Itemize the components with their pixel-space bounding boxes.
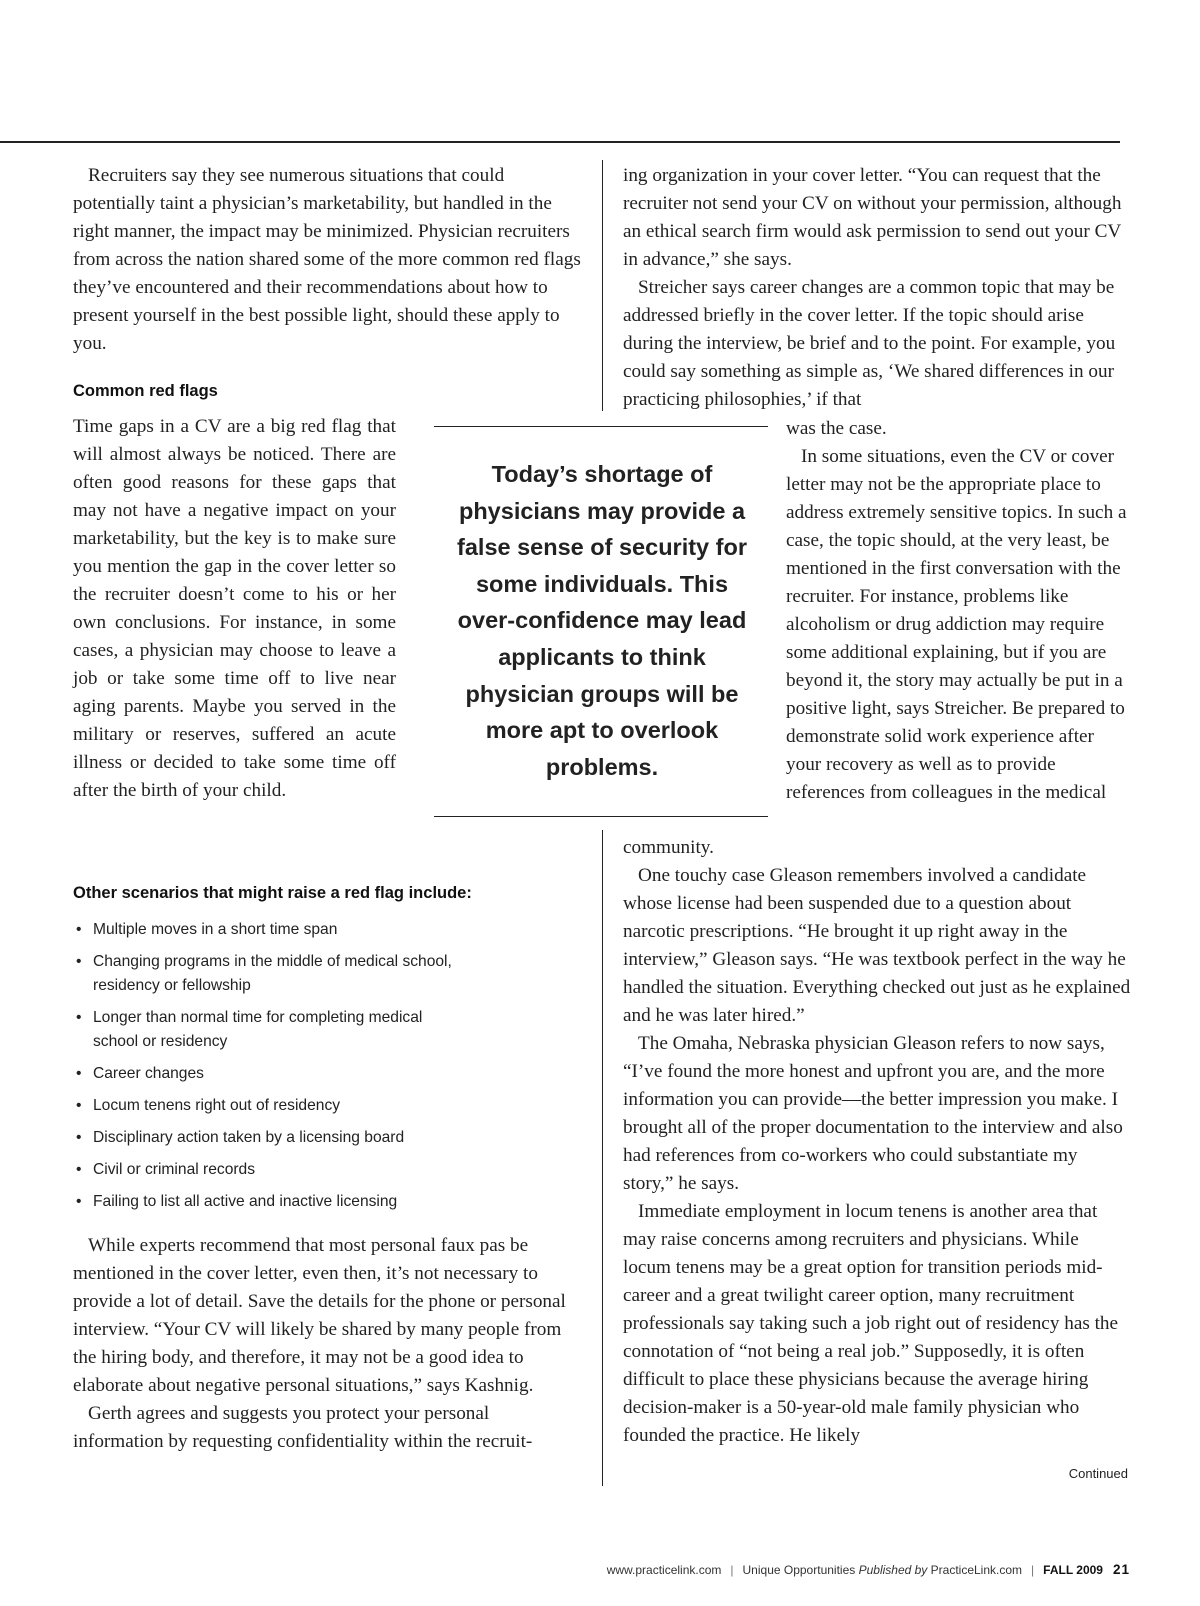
- community-line: community.: [623, 837, 714, 858]
- career-changes-text: [623, 162, 1131, 414]
- time-gaps-paragraph: Time gaps in a CV are a big red flag that will almost always be noticed. There are often good reasons for these gaps that may not have a negative impact on your marketability, but the key is to make sure you mention the gap in the cover letter so the recruiter doesn’t come to his or her own conclusions. For instance, in some cases, a physician may choose to leave a job or take some time off to live near aging parents. Maybe you served in the military or reserves, suffered an acute illness or decided to take some time off after the birth of your child.: [73, 416, 396, 801]
- streicher-paragraph: Streicher says career changes are a common topic that may be addressed briefly in the cover letter. If the topic should arise during the interview, be brief and to the point. For example, you could say something as simple as, ‘We shared differences in our practicing philosophies,’ if that: [623, 277, 1116, 410]
- pullquote-rule-top: [434, 426, 768, 427]
- list-item: • Longer than normal time for completing medical school or residency: [76, 1006, 591, 1054]
- bullet-icon: •: [76, 1129, 82, 1146]
- footer-publisher: PracticeLink.com: [930, 1563, 1023, 1577]
- header-rule: [0, 141, 1120, 143]
- gerth-paragraph: Gerth agrees and suggests you protect your personal information by requesting confidentiality within the recruit-: [73, 1403, 533, 1452]
- bullet-icon: •: [76, 921, 82, 938]
- pullquote: Today’s shortage of physicians may provide a false sense of security for some individuals. This over-confidence may lead applicants to think physician groups will be more apt to overlook problems.: [457, 461, 747, 780]
- list-item: • Disciplinary action taken by a licensing board: [76, 1126, 591, 1150]
- intro-text: [73, 162, 583, 358]
- footer-publication: Unique Opportunities: [742, 1563, 856, 1577]
- list-item: • Failing to list all active and inactive licensing: [76, 1190, 591, 1214]
- list-item: • Changing programs in the middle of medical school, residency or fellowship: [76, 950, 591, 998]
- common-red-flags-heading: Common red flags: [73, 382, 218, 400]
- bullet-icon: •: [76, 953, 82, 970]
- footer-url: www.practicelink.com: [606, 1563, 722, 1577]
- bullet-icon: •: [76, 1161, 82, 1178]
- recruiting-organization-paragraph: ing organization in your cover letter. “You can request that the recruiter not send your CV on without your permission, although an ethical search firm would ask permission to send out your CV in advance,” she says.: [623, 165, 1122, 270]
- bullet-icon: •: [76, 1097, 82, 1114]
- footer-published-by: Published by: [858, 1563, 928, 1577]
- list-item: • Civil or criminal records: [76, 1158, 591, 1182]
- confidentiality-text: [73, 1232, 583, 1456]
- omaha-paragraph: The Omaha, Nebraska physician Gleason refers to now says, “I’ve found the more honest and upfront you are, and the more information you can provide—the better impression you make. I brought all of the proper documentation to the interview and also had references from co-workers who could substantiate my story,” he says.: [623, 1033, 1123, 1194]
- column-divider: [602, 160, 603, 411]
- gleason-text: [623, 834, 1131, 1450]
- continued-label: Continued: [1068, 1466, 1128, 1481]
- faux-pas-paragraph: While experts recommend that most personal faux pas be mentioned in the cover letter, even then, it’s not necessary to provide a lot of detail. Save the details for the phone or personal interview. “Your CV will likely be shared by many people from the hiring body, and therefore, it may not be a good idea to elaborate about negative personal situations,” says Kashnig.: [73, 1235, 566, 1396]
- footer-separator: |: [730, 1563, 734, 1577]
- red-flag-list: [76, 918, 591, 1222]
- other-scenarios-heading: Other scenarios that might raise a red flag include:: [73, 884, 472, 902]
- sensitive-topics-paragraph: In some situations, even the CV or cover letter may not be the appropriate place to address extremely sensitive topics. In such a case, the topic should, at the very least, be mentioned in the first conversation with the recruiter. For instance, problems like alcoholism or drug addiction may require some additional explaining, but if you are beyond it, the story may actually be put in a positive light, says Streicher. Be prepared to demonstrate solid work experience after your recovery as well as to provide references from colleagues in the medical: [786, 446, 1127, 803]
- list-item: • Career changes: [76, 1062, 591, 1086]
- case-line: was the case.: [786, 418, 887, 439]
- bullet-icon: •: [76, 1193, 82, 1210]
- list-item: • Multiple moves in a short time span: [76, 918, 591, 942]
- list-item: • Locum tenens right out of residency: [76, 1094, 591, 1118]
- bullet-icon: •: [76, 1065, 82, 1082]
- column-divider: [602, 830, 603, 1486]
- bullet-icon: •: [76, 1009, 82, 1026]
- gleason-case-paragraph: One touchy case Gleason remembers involved a candidate whose license had been suspended due to a question about narcotic prescriptions. “He brought it up right away in the interview,” Gleason says. “He was textbook perfect in the way he handled the situation. Everything checked out just as he explained and he was later hired.”: [623, 865, 1131, 1026]
- locum-tenens-paragraph: Immediate employment in locum tenens is another area that may raise concerns among recruiters and physicians. While locum tenens may be a great option for transition periods mid-career and a great twilight career option, many recruitment professionals say taking such a job right out of residency has the connotation of “not being a real job.” Supposedly, it is often difficult to place these physicians because the average hiring decision-maker is a 50-year-old male family physician who founded the practice. He likely: [623, 1201, 1119, 1446]
- sensitive-topics-text: [786, 415, 1132, 807]
- page-footer: [440, 1562, 1130, 1577]
- footer-issue: FALL 2009: [1043, 1563, 1103, 1577]
- time-gaps-text: [73, 413, 396, 805]
- pullquote-rule-bottom: [434, 816, 768, 817]
- page-number: 21: [1112, 1562, 1130, 1577]
- intro-paragraph: Recruiters say they see numerous situations that could potentially taint a physician’s marketability, but handled in the right manner, the impact may be minimized. Physician recruiters from across the nation shared some of the more common red flags they’ve encountered and their recommendations about how to present yourself in the best possible light, should these apply to you.: [73, 165, 581, 354]
- footer-separator: |: [1031, 1563, 1035, 1577]
